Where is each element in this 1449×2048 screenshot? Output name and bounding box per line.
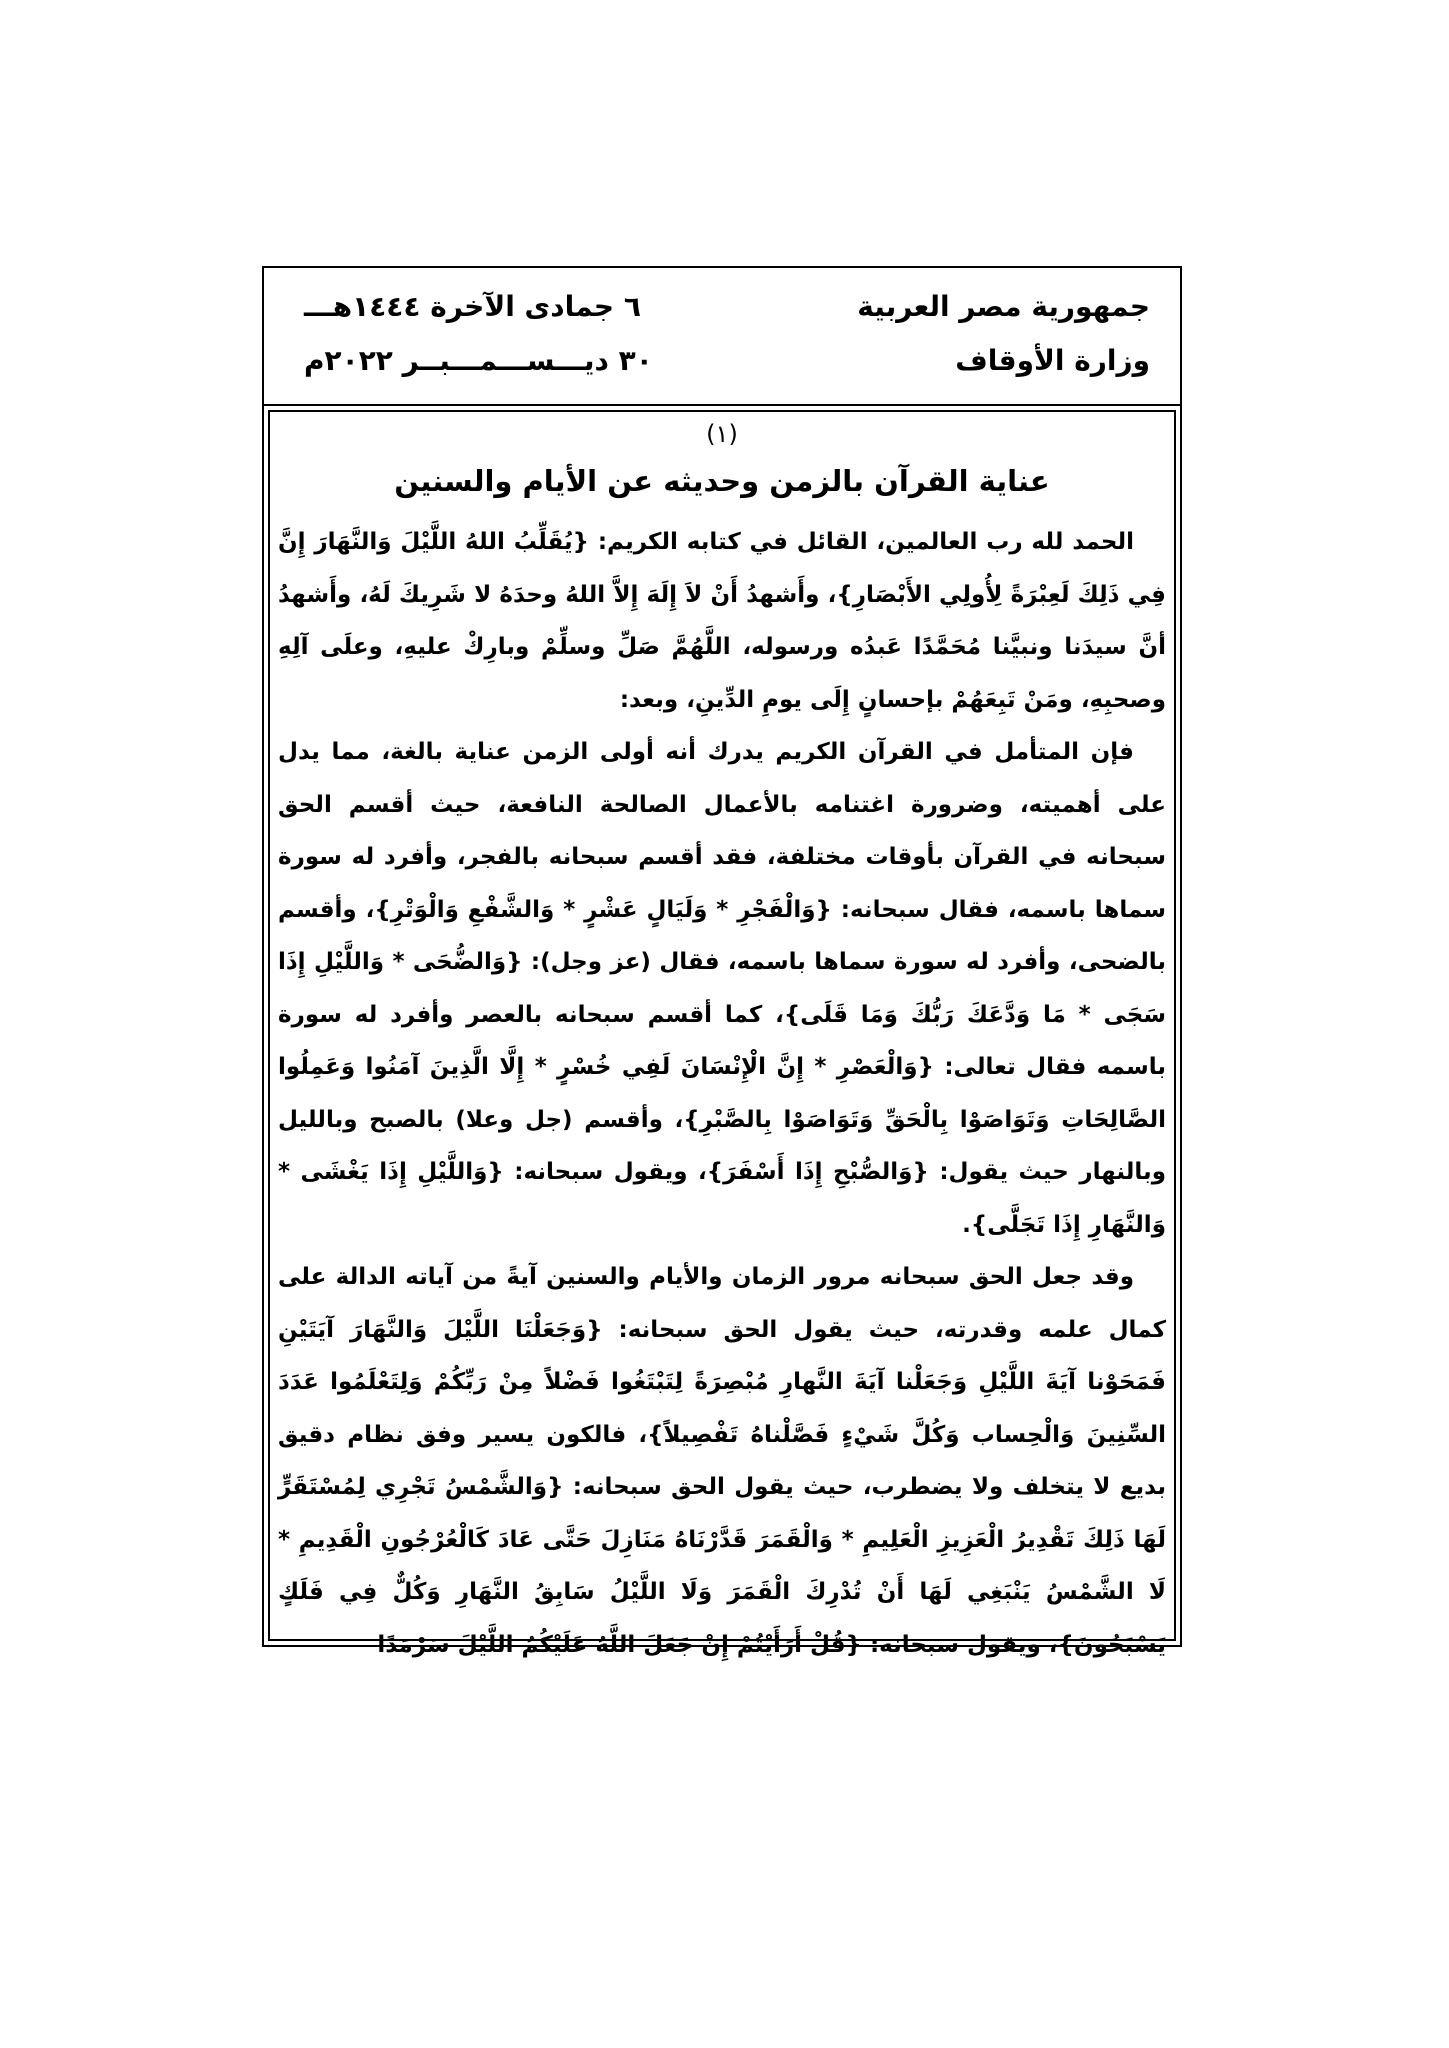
gregorian-date: ٣٠ ديـــســـمـــبــر ٢٠٢٢م — [304, 344, 653, 377]
sermon-title: عناية القرآن بالزمن وحديثه عن الأيام والسنين — [394, 464, 1050, 498]
document-header — [264, 268, 1180, 406]
country-name: جمهورية مصر العربية — [857, 290, 1150, 323]
hijri-date: ٦ جمادى الآخرة ١٤٤٤هـــ — [304, 290, 641, 323]
sermon-body — [278, 516, 1166, 1671]
paragraph-opening: الحمد لله رب العالمين، القائل في كتابه الكريم: {يُقَلِّبُ اللهُ اللَّيْلَ وَالنَّهَارَ إِنَّ فِي ذَلِكَ لَعِبْرَةً لِأُولِي الأَبْصَارِ}، وأَشهدُ أَنْ لاَ إِلَهَ إِلاَّ اللهُ وحدَهُ لا شَرِيكَ لَهُ، وأَشهدُ أنَّ سيدَنا ونبيَّنا مُحَمَّدًا عَبدُه ورسوله، اللَّهُمَّ صَلِّ وسلِّمْ وبارِكْ عليهِ، وعلَى آلِهِ وصحبِهِ، ومَنْ تَبِعَهُمْ بإحسانٍ إِلَى يومِ الدِّينِ، وبعد: — [278, 529, 1166, 713]
page-number: (١) — [706, 420, 738, 448]
paragraph-signs: وقد جعل الحق سبحانه مرور الزمان والأيام والسنين آيةً من آياته الدالة على كمال علمه وقدرته، حيث يقول الحق سبحانه: {وَجَعَلْنَا اللَّيْلَ وَالنَّهَارَ آيَتَيْنِ فَمَحَوْنا آيَةَ اللَّيْلِ وَجَعَلْنا آيَةَ النَّهارِ مُبْصِرَةً لِتَبْتَغُوا فَضْلاً مِنْ رَبِّكُمْ وَلِتَعْلَمُوا عَدَدَ السِّنِينَ وَالْحِساب وَكُلَّ شَيْءٍ فَصَّلْناهُ تَفْصِيلاً}، فالكون يسير وفق نظام دقيق بديع لا يتخلف ولا يضطرب، حيث يقول الحق سبحانه: {وَالشَّمْسُ تَجْرِي لِمُسْتَقَرٍّ لَهَا ذَلِكَ تَقْدِيرُ الْعَزِيزِ الْعَلِيمِ * وَالْقَمَرَ قَدَّرْنَاهُ مَنَازِلَ حَتَّى عَادَ كَالْعُرْجُونِ الْقَدِيمِ * لَا الشَّمْسُ يَنْبَغِي لَهَا أَنْ تُدْرِكَ الْقَمَرَ وَلَا اللَّيْلُ سَابِقُ النَّهَارِ وَكُلٌّ فِي فَلَكٍ يَسْبَحُونَ}، ويقول سبحانه: {قُلْ أَرَأَيْتُمْ إِنْ جَعَلَ اللَّهُ عَلَيْكُمُ اللَّيْلَ سَرْمَدًا — [278, 1264, 1166, 1658]
document-frame — [262, 266, 1182, 1658]
ministry-name: وزارة الأوقاف — [955, 344, 1150, 377]
paragraph-oaths: فإن المتأمل في القرآن الكريم يدرك أنه أولى الزمن عناية بالغة، مما يدل على أهميته، وضرورة اغتنامه بالأعمال الصالحة النافعة، حيث أقسم الحق سبحانه في القرآن بأوقات مختلفة، فقد أقسم سبحانه بالفجر، وأفرد له سورة سماها باسمه، فقال سبحانه: {وَالْفَجْرِ * وَلَيَالٍ عَشْرٍ * وَالشَّفْعِ وَالْوَتْرِ}، وأقسم بالضحى، وأفرد له سورة سماها باسمه، فقال (عز وجل): {وَالضُّحَى * وَاللَّيْلِ إِذَا سَجَى * مَا وَدَّعَكَ رَبُّكَ وَمَا قَلَى}، كما أقسم سبحانه بالعصر وأفرد له سورة باسمه فقال تعالى: {وَالْعَصْرِ * إِنَّ الْإِنْسَانَ لَفِي خُسْرٍ * إِلَّا الَّذِينَ آمَنُوا وَعَمِلُوا الصَّالِحَاتِ وَتَوَاصَوْا بِالْحَقِّ وَتَوَاصَوْا بِالصَّبْرِ}، وأقسم (جل وعلا) بالصبح وبالليل وبالنهار حيث يقول: {وَالصُّبْحِ إِذَا أَسْفَرَ}، ويقول سبحانه: {وَاللَّيْلِ إِذَا يَغْشَى * وَالنَّهَارِ إِذَا تَجَلَّى}. — [278, 739, 1166, 1238]
